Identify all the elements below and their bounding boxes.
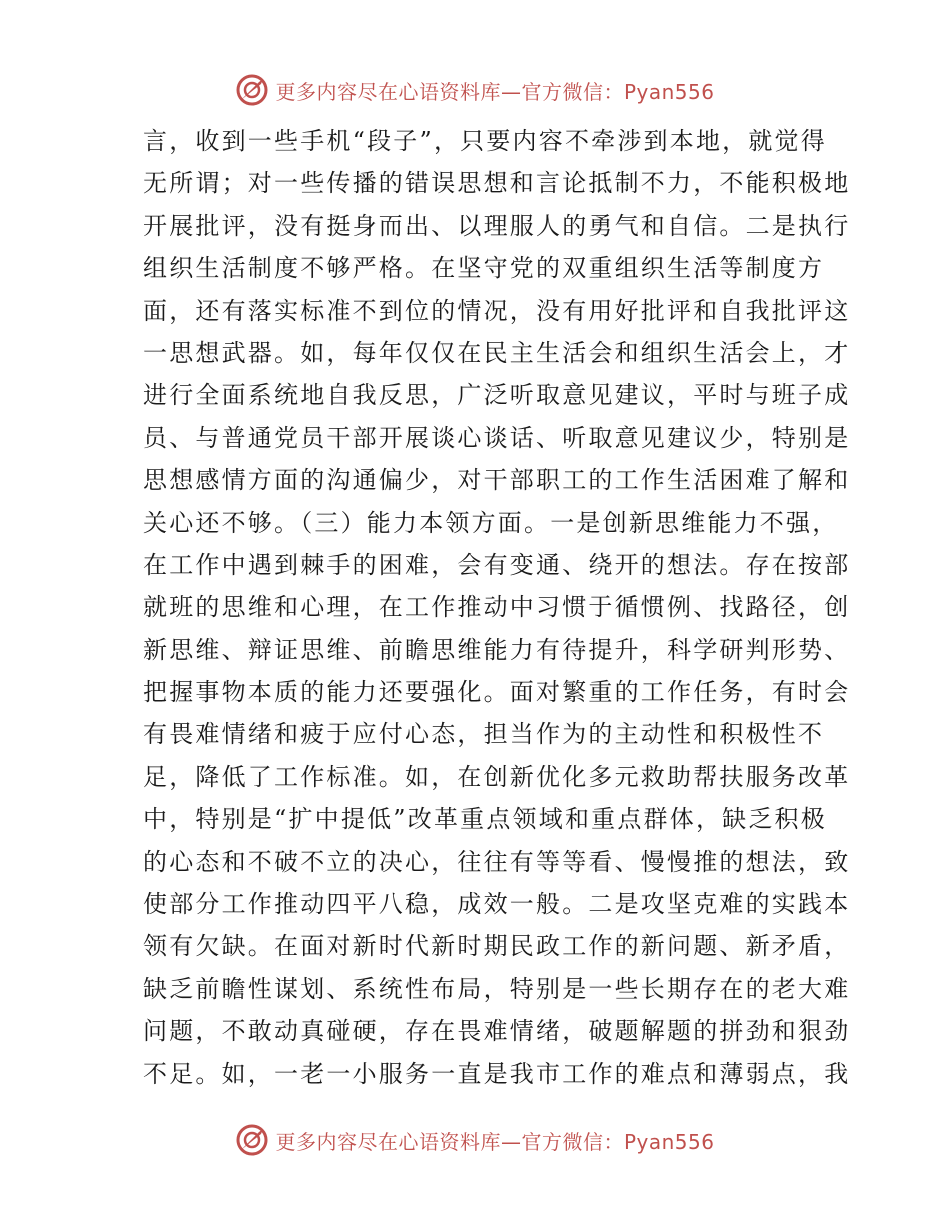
footer-banner-text: 更多内容尽在心语资料库—官方微信：Pyan556 (275, 1129, 715, 1154)
text-line: 新思维、辩证思维、前瞻思维能力有待提升，科学研判形势、 (143, 635, 851, 664)
footer-banner (0, 1120, 950, 1160)
text-line: 领有欠缺。在面对新时代新时期民政工作的新问题、新矛盾， (143, 932, 851, 961)
text-line: 开展批评，没有挺身而出、以理服人的勇气和自信。二是执行 (143, 211, 851, 240)
text-line: 无所谓；对一些传播的错误思想和言论抵制不力，不能积极地 (143, 169, 851, 198)
brand-logo-icon (235, 73, 269, 107)
text-line: 把握事物本质的能力还要强化。面对繁重的工作任务，有时会 (143, 678, 851, 707)
text-line: 关心还不够。（三）能力本领方面。一是创新思维能力不强， (143, 508, 839, 537)
text-line: 不足。如，一老一小服务一直是我市工作的难点和薄弱点，我 (143, 1059, 851, 1088)
header-banner-text: 更多内容尽在心语资料库—官方微信：Pyan556 (275, 79, 715, 104)
text-line: 中，特别是“扩中提低”改革重点领域和重点群体，缺乏积极 (143, 805, 827, 834)
text-line: 组织生活制度不够严格。在坚守党的双重组织生活等制度方 (143, 254, 825, 283)
text-line: 进行全面系统地自我反思，广泛听取意见建议，平时与班子成 (143, 381, 851, 410)
text-line: 问题，不敢动真碰硬，存在畏难情绪，破题解题的拼劲和狠劲 (143, 1017, 851, 1046)
text-line: 有畏难情绪和疲于应付心态，担当作为的主动性和积极性不 (143, 720, 825, 749)
text-line: 在工作中遇到棘手的困难，会有变通、绕开的想法。存在按部 (143, 550, 851, 579)
text-line: 思想感情方面的沟通偏少，对干部职工的工作生活困难了解和 (143, 466, 851, 495)
text-line: 言，收到一些手机“段子”，只要内容不牵涉到本地，就觉得 (143, 127, 827, 155)
text-line: 面，还有落实标准不到位的情况，没有用好批评和自我批评这 (143, 296, 851, 325)
header-banner (0, 70, 950, 110)
text-line: 缺乏前瞻性谋划、系统性布局，特别是一些长期存在的老大难 (143, 974, 851, 1003)
text-line: 一思想武器。如，每年仅仅在民主生活会和组织生活会上，才 (143, 338, 851, 367)
text-line: 足，降低了工作标准。如，在创新优化多元救助帮扶服务改革 (143, 762, 851, 791)
document-body (143, 120, 851, 1095)
text-line: 就班的思维和心理，在工作推动中习惯于循惯例、找路径，创 (143, 593, 851, 622)
text-line: 员、与普通党员干部开展谈心谈话、听取意见建议少，特别是 (143, 423, 851, 452)
brand-logo-icon (235, 1123, 269, 1157)
text-line: 使部分工作推动四平八稳，成效一般。二是攻坚克难的实践本 (143, 890, 851, 919)
text-line: 的心态和不破不立的决心，往往有等等看、慢慢推的想法，致 (143, 847, 851, 876)
